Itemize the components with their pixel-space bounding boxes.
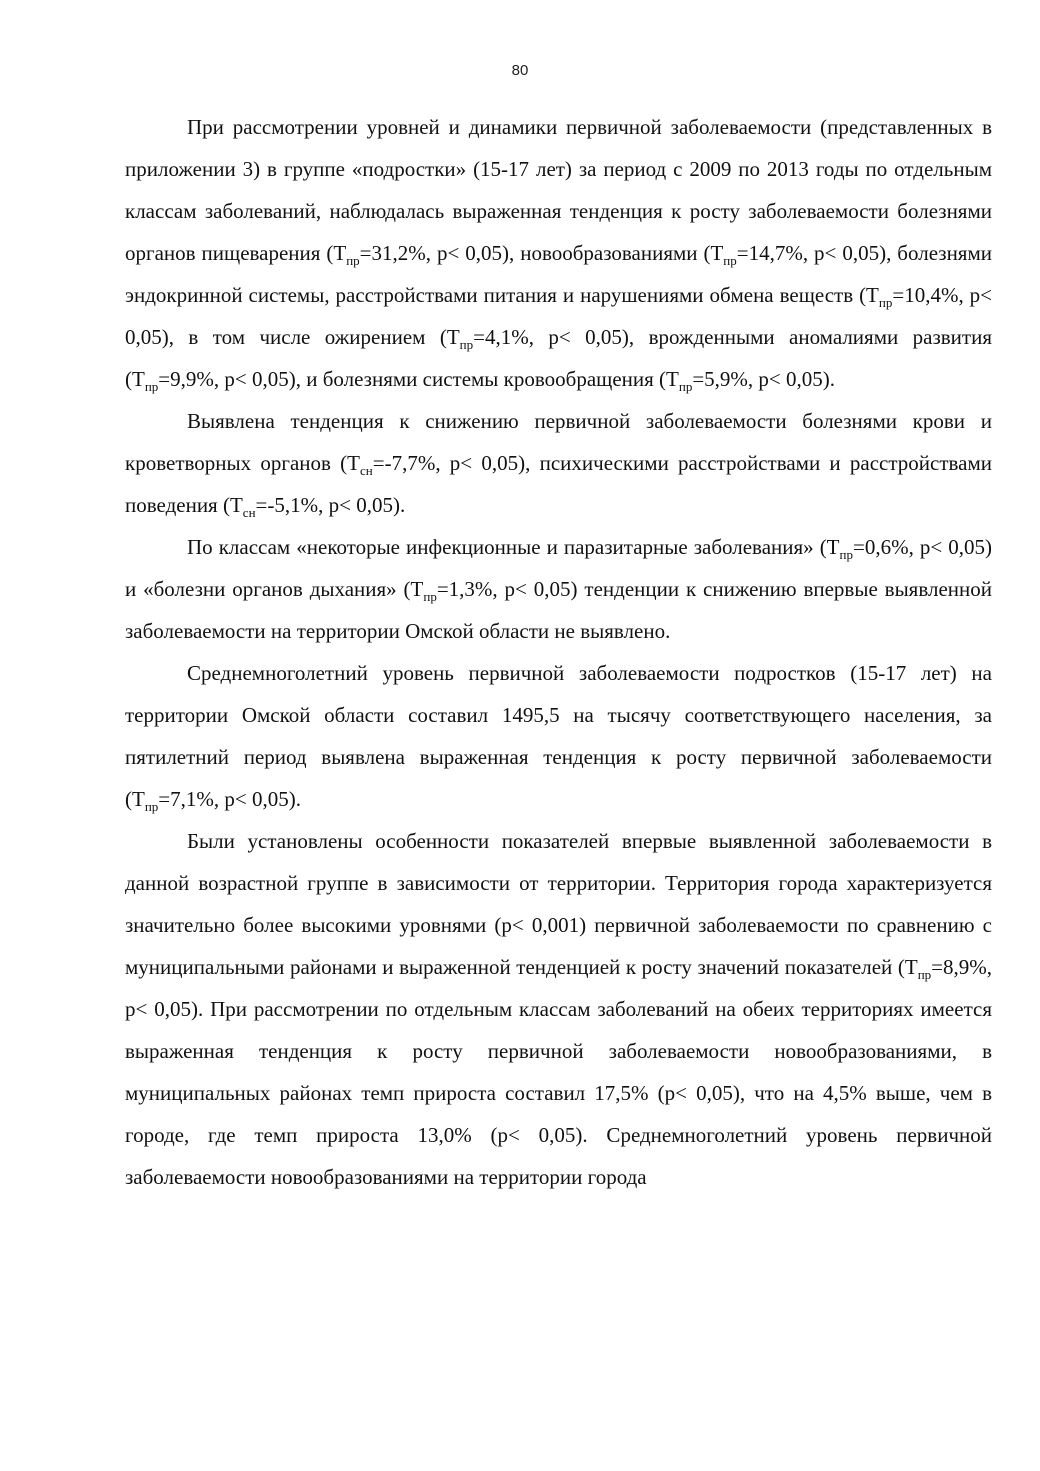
subscript: пр bbox=[723, 253, 737, 268]
text-segment: =1,3%, р< 0,05) тенденции к снижению впервые выявленной заболеваемости на территории Омской области не выявлено. bbox=[125, 577, 992, 643]
text-segment: =-5,1%, р< 0,05). bbox=[255, 493, 406, 517]
text-segment: =9,9%, р< 0,05), и болезнями системы кровообращения (Т bbox=[158, 367, 679, 391]
text-segment: Выявлена тенденция к снижению первичной заболеваемости болезнями крови и кроветворных органов (Т bbox=[125, 409, 992, 475]
text-segment: =0,6%, р< 0,05) и «болезни органов дыхания» (Т bbox=[125, 535, 992, 601]
subscript: пр bbox=[678, 379, 693, 394]
body-text bbox=[125, 106, 992, 1198]
subscript: пр bbox=[423, 589, 437, 604]
paragraph bbox=[125, 820, 992, 1198]
paragraph bbox=[125, 106, 992, 400]
subscript: пр bbox=[346, 253, 360, 268]
paragraph bbox=[125, 652, 992, 820]
text-segment: По классам «некоторые инфекционные и паразитарные заболевания» (Т bbox=[187, 535, 840, 559]
text-segment: =31,2%, р< 0,05), новообразованиями (Т bbox=[359, 241, 724, 265]
subscript: сн bbox=[360, 463, 373, 478]
subscript: пр bbox=[144, 379, 159, 394]
page-number: 80 bbox=[511, 62, 529, 79]
text-segment: =4,1%, р< 0,05), врожденными аномалиями развития (Т bbox=[125, 325, 992, 391]
text-segment: Были установлены особенности показателей впервые выявленной заболеваемости в данной возрастной группе в зависимости от территории. Территория города характеризуется значительно более высокими уровнями (р< 0,001) первичной заболеваемости по сравнению с муниципальными районами и выраженной тенденцией к росту значений показателей (Т bbox=[125, 829, 992, 979]
paragraph bbox=[125, 400, 992, 526]
subscript: пр bbox=[144, 799, 159, 814]
text-segment: =8,9%, р< 0,05). При рассмотрении по отдельным классам заболеваний на обеих территориях имеется выраженная тенденция к росту первичной заболеваемости новообразованиями, в муниципальных районах темп прироста составил 17,5% (р< 0,05), что на 4,5% выше, чем в городе, где темп прироста 13,0% (р< 0,05). Среднемноголетний уровень первичной заболеваемости новообразованиями на территории города bbox=[125, 955, 992, 1189]
text-segment: =5,9%, р< 0,05). bbox=[692, 367, 836, 391]
subscript: пр bbox=[839, 547, 853, 562]
subscript: пр bbox=[878, 295, 893, 310]
text-segment: Среднемноголетний уровень первичной заболеваемости подростков (15-17 лет) на территории Омской области составил 1495,5 на тысячу соответствующего населения, за пятилетний период выявлена выраженная тенденция к росту первичной заболеваемости (Т bbox=[125, 661, 992, 811]
subscript: пр bbox=[459, 337, 474, 352]
text-segment: =14,7%, р< 0,05), болезнями эндокринной системы, расстройствами питания и нарушениями обмена веществ (Т bbox=[125, 241, 992, 307]
text-segment: =7,1%, р< 0,05). bbox=[158, 787, 301, 811]
text-segment: =-7,7%, р< 0,05), психическими расстройствами и расстройствами поведения (Т bbox=[125, 451, 993, 517]
text-segment: =10,4%, р< 0,05), в том числе ожирением (Т bbox=[125, 283, 992, 349]
paragraph bbox=[125, 526, 992, 652]
text-segment: При рассмотрении уровней и динамики первичной заболеваемости (представленных в приложении 3) в группе «подростки» (15-17 лет) за период с 2009 по 2013 годы по отдельным классам заболеваний, наблюдалась выраженная тенденция к росту заболеваемости болезнями органов пищеварения (Т bbox=[125, 115, 992, 265]
subscript: сн bbox=[242, 505, 256, 520]
subscript: пр bbox=[917, 967, 932, 982]
